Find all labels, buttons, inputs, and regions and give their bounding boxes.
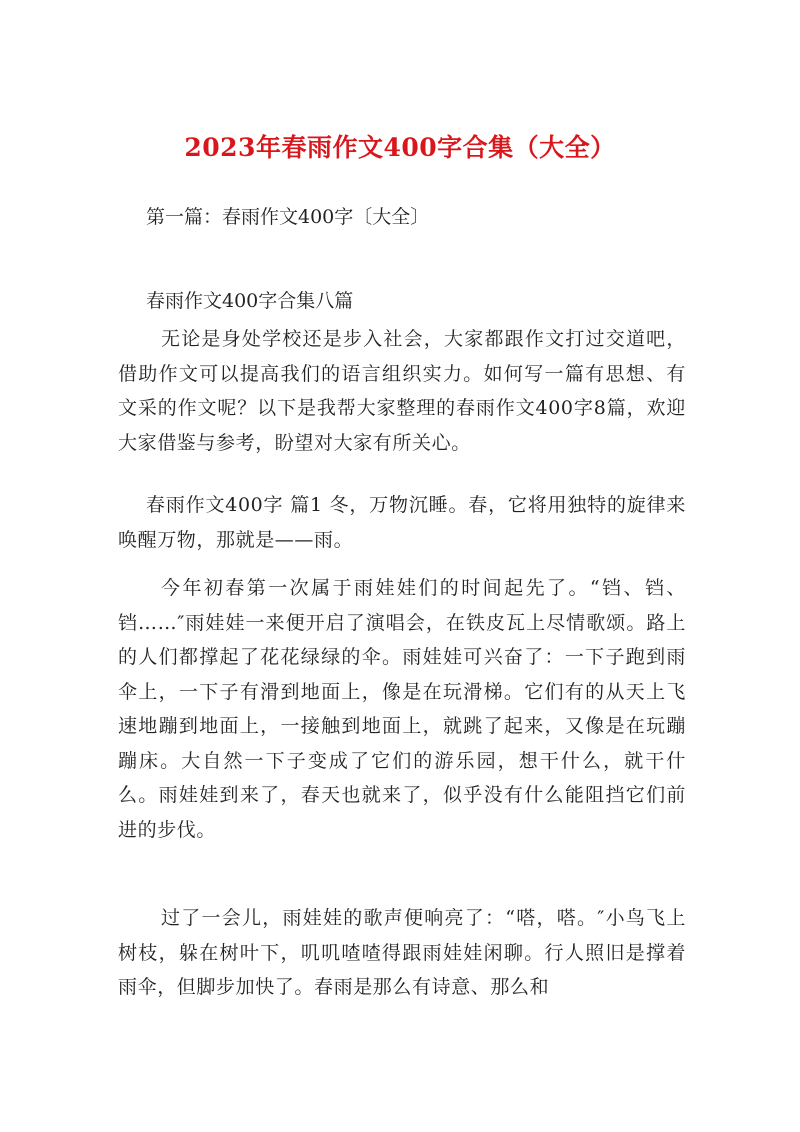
body-paragraph: 过了一会儿，雨娃娃的歌声便响亮了：“嗒，嗒。″小鸟飞上树枝，躲在树叶下，叽叽喳喳得跟雨娃娃闲聊。行人照旧是撑着雨伞，但脚步加快了。春雨是那么有诗意、那么和 xyxy=(118,907,686,998)
body-paragraph: 无论是身处学校还是步入社会，大家都跟作文打过交道吧，借助作文可以提高我们的语言组织实力。如何写一篇有思想、有文采的作文呢？以下是我帮大家整理的春雨作文400字8篇，欢迎大家借鉴与参考，盼望对大家有所关心。 xyxy=(118,328,686,454)
chapter-heading: 第一篇：春雨作文400字〔大全〕 xyxy=(146,206,430,228)
document-title: 2023年春雨作文400字合集（大全） xyxy=(184,133,616,162)
collection-title: 春雨作文400字合集八篇 xyxy=(146,290,354,312)
body-paragraph: 今年初春第一次属于雨娃娃们的时间起先了。“铛、铛、铛……″雨娃娃一来便开启了演唱会，在铁皮瓦上尽情歌颂。路上的人们都撑起了花花绿绿的伞。雨娃娃可兴奋了：一下子跑到雨伞上，一下子有滑到地面上，像是在玩滑梯。它们有的从天上飞速地蹦到地面上，一接触到地面上，就跳了起来，又像是在玩蹦蹦床。大自然一下子变成了它们的游乐园，想干什么，就干什么。雨娃娃到来了，春天也就来了，似乎没有什么能阻挡它们前进的步伐。 xyxy=(118,577,686,841)
body-paragraph: 春雨作文400字 篇1 冬，万物沉睡。春，它将用独特的旋律来唤醒万物，那就是——雨。 xyxy=(118,494,686,551)
